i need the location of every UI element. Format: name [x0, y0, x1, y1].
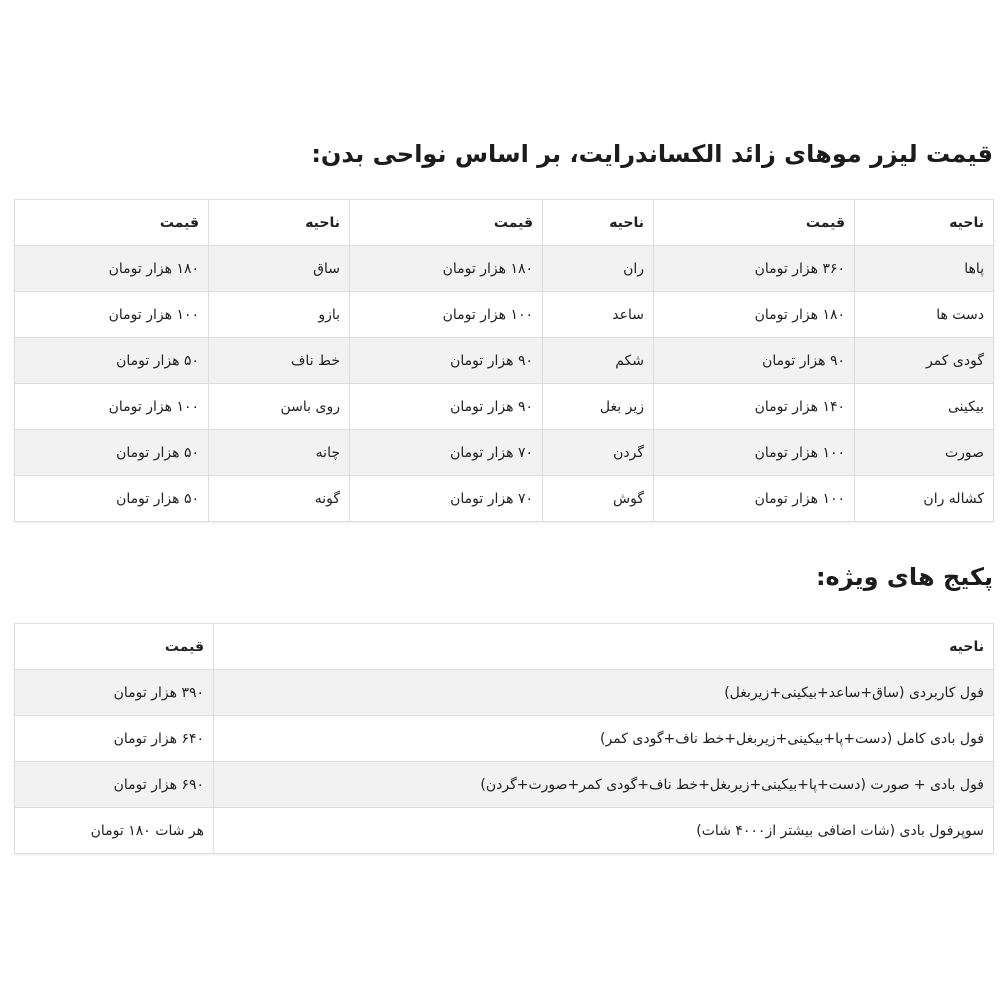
price-cell: ۶۴۰ هزار تومان — [15, 716, 214, 762]
area-cell: بازو — [209, 292, 350, 338]
packages-section-title: پکیج های ویژه: — [815, 563, 993, 591]
price-cell: ۱۰۰ هزار تومان — [15, 292, 209, 338]
price-cell: ۳۹۰ هزار تومان — [15, 670, 214, 716]
table-row — [15, 384, 994, 430]
table-row — [15, 808, 994, 854]
area-cell: روی باسن — [209, 384, 350, 430]
price-cell: ۳۶۰ هزار تومان — [654, 246, 855, 292]
package-name-cell: فول بادی + صورت (دست+پا+بیکینی+زیربغل+خط ناف+گودی کمر+صورت+گردن) — [214, 762, 994, 808]
price-cell: ۱۸۰ هزار تومان — [15, 246, 209, 292]
table-header-row — [15, 624, 994, 670]
column-header-price: قیمت — [15, 624, 214, 670]
area-cell: صورت — [855, 430, 994, 476]
area-cell: گردن — [543, 430, 654, 476]
area-cell: بیکینی — [855, 384, 994, 430]
column-header-area: ناحیه — [543, 200, 654, 246]
area-cell: چانه — [209, 430, 350, 476]
special-packages-table — [14, 623, 994, 854]
price-cell: ۵۰ هزار تومان — [15, 476, 209, 522]
column-header-area: ناحیه — [209, 200, 350, 246]
price-cell: هر شات ۱۸۰ تومان — [15, 808, 214, 854]
price-cell: ۷۰ هزار تومان — [350, 476, 543, 522]
package-name-cell: فول کاربردی (ساق+ساعد+بیکینی+زیربغل) — [214, 670, 994, 716]
table-row — [15, 246, 994, 292]
price-cell: ۱۰۰ هزار تومان — [15, 384, 209, 430]
area-cell: پاها — [855, 246, 994, 292]
table-header-row — [15, 200, 994, 246]
package-name-cell: سوپرفول بادی (شات اضافی بیشتر از۴۰۰۰ شات) — [214, 808, 994, 854]
table-row — [15, 338, 994, 384]
price-cell: ۱۴۰ هزار تومان — [654, 384, 855, 430]
area-cell: زیر بغل — [543, 384, 654, 430]
price-cell: ۱۰۰ هزار تومان — [350, 292, 543, 338]
table-row — [15, 476, 994, 522]
price-cell: ۱۸۰ هزار تومان — [350, 246, 543, 292]
column-header-price: قیمت — [654, 200, 855, 246]
package-name-cell: فول بادی کامل (دست+پا+بیکینی+زیربغل+خط ناف+گودی کمر) — [214, 716, 994, 762]
area-cell: دست ها — [855, 292, 994, 338]
price-cell: ۹۰ هزار تومان — [350, 384, 543, 430]
price-cell: ۱۸۰ هزار تومان — [654, 292, 855, 338]
body-area-prices-table — [14, 199, 994, 522]
price-cell: ۹۰ هزار تومان — [654, 338, 855, 384]
table-row — [15, 762, 994, 808]
area-cell: گوش — [543, 476, 654, 522]
price-cell: ۵۰ هزار تومان — [15, 430, 209, 476]
table-row — [15, 430, 994, 476]
price-cell: ۶۹۰ هزار تومان — [15, 762, 214, 808]
table-row — [15, 716, 994, 762]
area-cell: ران — [543, 246, 654, 292]
price-cell: ۱۰۰ هزار تومان — [654, 430, 855, 476]
table-row — [15, 292, 994, 338]
area-cell: ساعد — [543, 292, 654, 338]
column-header-price: قیمت — [15, 200, 209, 246]
price-cell: ۷۰ هزار تومان — [350, 430, 543, 476]
area-cell: شکم — [543, 338, 654, 384]
price-cell: ۱۰۰ هزار تومان — [654, 476, 855, 522]
price-cell: ۵۰ هزار تومان — [15, 338, 209, 384]
area-cell: گونه — [209, 476, 350, 522]
column-header-area: ناحیه — [214, 624, 994, 670]
area-cell: گودی کمر — [855, 338, 994, 384]
column-header-price: قیمت — [350, 200, 543, 246]
price-cell: ۹۰ هزار تومان — [350, 338, 543, 384]
column-header-area: ناحیه — [855, 200, 994, 246]
area-cell: خط ناف — [209, 338, 350, 384]
table-row — [15, 670, 994, 716]
area-cell: کشاله ران — [855, 476, 994, 522]
prices-section-title: قیمت لیزر موهای زائد الکساندرایت، بر اساس نواحی بدن: — [311, 140, 993, 168]
area-cell: ساق — [209, 246, 350, 292]
